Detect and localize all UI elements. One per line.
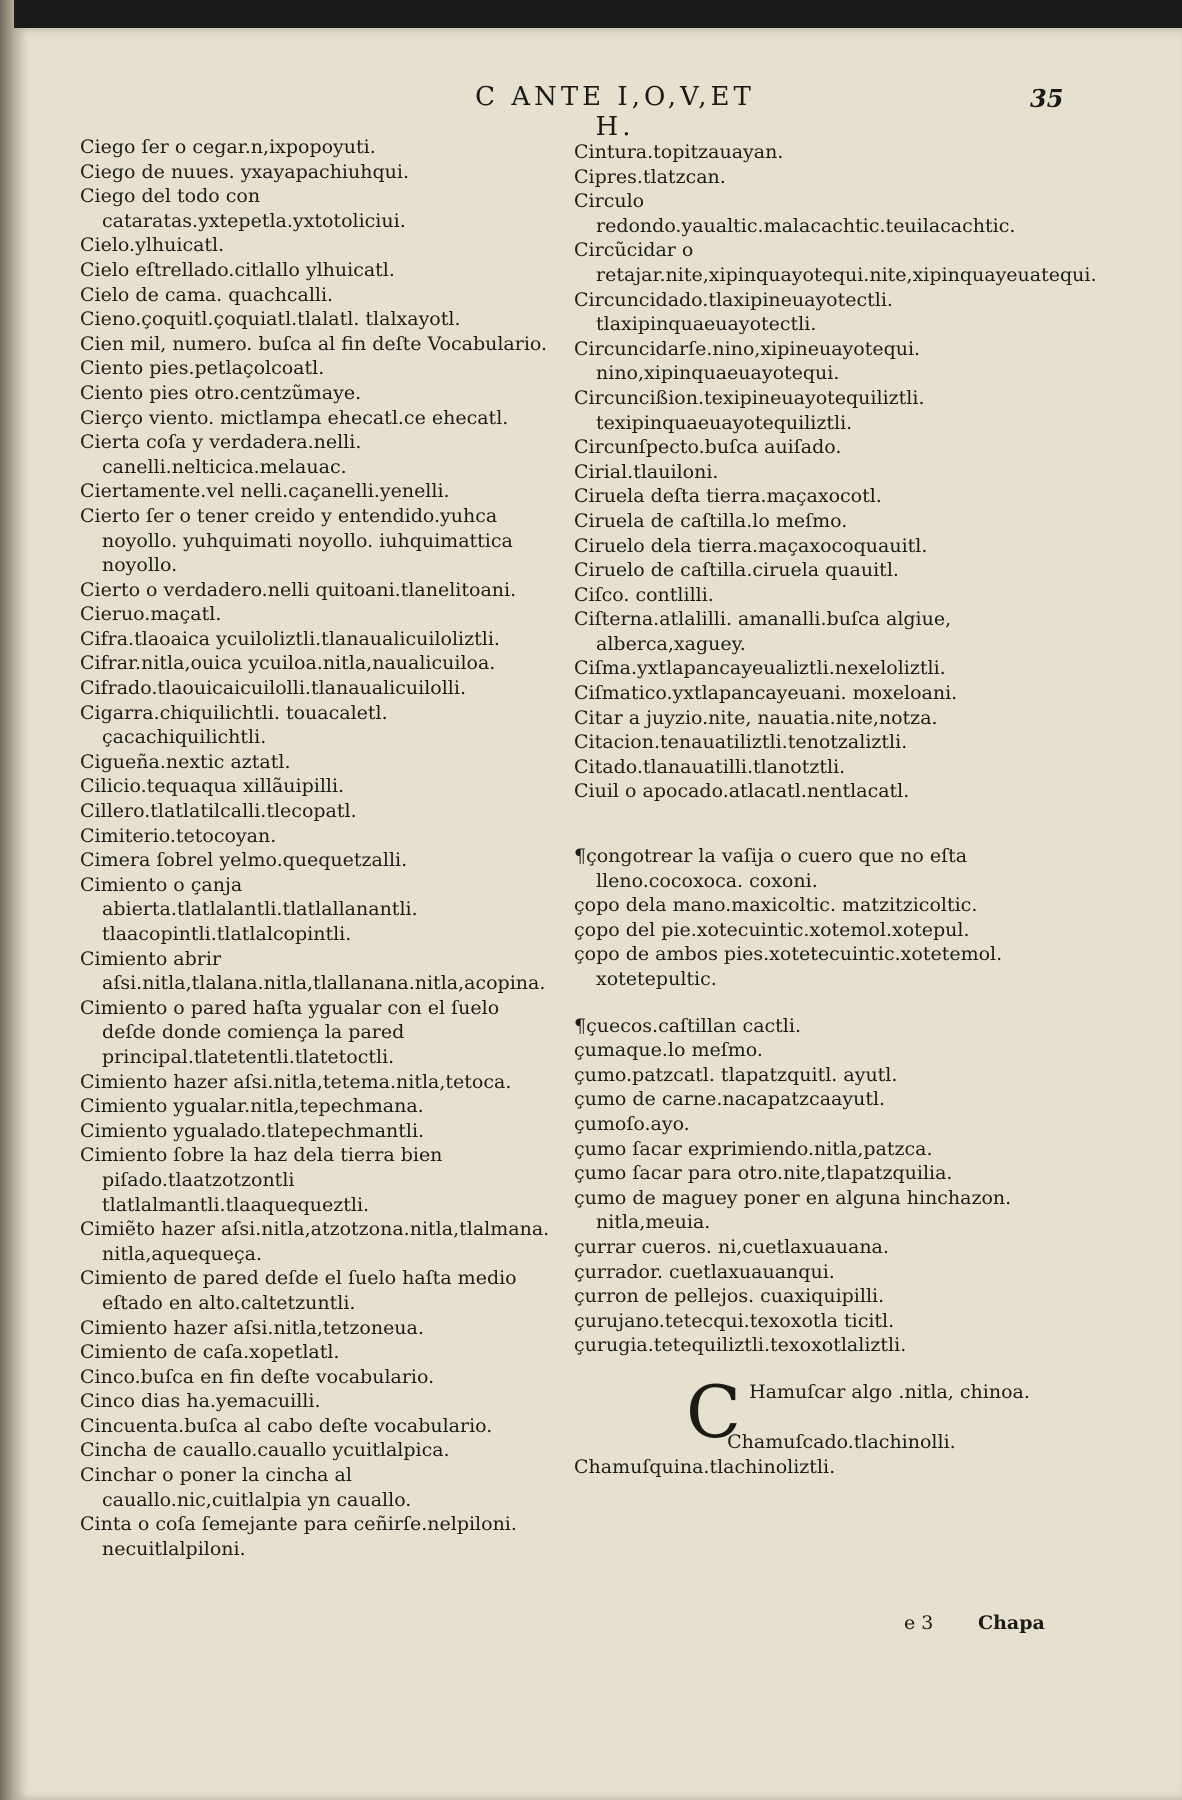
dictionary-entry: Ciſmatico.yxtlapancayeuani. moxeloani. [574, 682, 958, 705]
left-column [80, 135, 550, 1561]
dictionary-entry: Cimiento o çanja abierta.tlatlalantli.tlatlallanantli. tlaacopintli.tlatlalcopintli. [80, 873, 418, 945]
dictionary-entry: Cierta coſa y verdadera.nelli. canelli.nelticica.melauac. [80, 431, 362, 478]
dictionary-entry: Citar a juyzio.nite, nauatia.nite,notza. [574, 706, 938, 729]
dictionary-entry: Ciego de nuues. yxayapachiuhqui. [80, 160, 410, 183]
dictionary-entry: Cilicio.tequaqua xillãuipilli. [80, 775, 345, 798]
dictionary-entry: Cincuenta.buſca al cabo deſte vocabulario. [80, 1414, 493, 1437]
dictionary-entry: Ciruela de caſtilla.lo meſmo. [574, 509, 848, 532]
dictionary-entry: Circuncidarſe.nino,xipineuayotequi. nino,xipinquaeuayotequi. [574, 337, 921, 385]
dictionary-entry: Chamuſcado.tlachinolli. [727, 1430, 956, 1453]
section-gap [574, 992, 1052, 1014]
dictionary-entry: çurrar cueros. ni,cuetlaxuauana. [574, 1235, 889, 1258]
dictionary-entry: Cien mil, numero. buſca al fin deſte Vocabulario. [80, 332, 548, 355]
dictionary-entry: Citacion.tenauatiliztli.tenotzaliztli. [574, 731, 908, 754]
dictionary-entry: Ciſma.yxtlapancayeualiztli.nexeloliztli. [574, 657, 946, 680]
book-gutter-edge [0, 0, 14, 1800]
right-column [574, 140, 1097, 1479]
dictionary-entry: Cierto ſer o tener creido y entendido.yuhca noyollo. yuhquimati noyollo. iuhquimattica noyollo. [80, 504, 513, 577]
dictionary-entry: Circulo redondo.yaualtic.malacachtic.teuilacachtic. [574, 190, 1016, 237]
dictionary-entry: Cifrado.tlaouicaicuilolli.tlanaualicuilolli. [80, 677, 467, 700]
dictionary-entry: Ciruela deſta tierra.maçaxocotl. [574, 485, 882, 508]
dictionary-entry: Cinta o coſa ſemejante para ceñirſe.nelpiloni. necuitlalpiloni. [80, 1513, 517, 1560]
dictionary-entry: Hamuſcar algo .nitla, chinoa. [749, 1380, 1030, 1403]
dictionary-entry: çumaque.lo meſmo. [574, 1039, 763, 1062]
dictionary-entry: Cimiento ygualado.tlatepechmantli. [80, 1119, 425, 1142]
dictionary-entry: çumo de maguey poner en alguna hinchazon. nitla,meuia. [574, 1186, 1012, 1234]
dictionary-entry: Ciſterna.atlalilli. amanalli.buſca algiue, alberca,xaguey. [574, 608, 952, 655]
dictionary-entry: Cinco dias ha.yemacuilli. [80, 1390, 321, 1413]
dictionary-entry: Cillero.tlatlatilcalli.tlecopatl. [80, 800, 357, 823]
dictionary-entry: ¶çongotrear la vaſija o cuero que no eſta lleno.cocoxoca. coxoni. [574, 845, 968, 892]
section-gap [574, 804, 1052, 844]
signature-mark: e 3 [904, 1612, 934, 1634]
dictionary-entry: Circuncißion.texipineuayotequiliztli. texipinquaeuayotequiliztli. [574, 386, 925, 434]
dictionary-entry: Cimiento o pared haſta ygualar con el ſuelo deſde donde comiença la pared principal.tlatetentli.tlatetoctli. [80, 996, 500, 1068]
running-head: C ANTE I,O,V,ET H. [475, 82, 755, 142]
dictionary-entry: çumo ſacar exprimiendo.nitla,patzca. [574, 1137, 933, 1160]
dictionary-entry: Ciertamente.vel nelli.caçanelli.yenelli. [80, 480, 450, 503]
dictionary-entry: Ciego ſer o cegar.n,ixpopoyuti. [80, 136, 376, 158]
dictionary-entry: Cifrar.nitla,ouica ycuiloa.nitla,naualicuiloa. [80, 652, 496, 675]
dictionary-entry: Chamuſquina.tlachinoliztli. [574, 1455, 836, 1478]
decorated-initial: C [686, 1369, 742, 1454]
right-column-co-entries [574, 844, 1052, 992]
dictionary-entry: Cigarra.chiquilichtli. touacaletl. çacachiquilichtli. [80, 701, 388, 749]
dictionary-entry: çurujano.tetecqui.texoxotla ticitl. [574, 1309, 895, 1332]
dictionary-entry: Cirial.tlauiloni. [574, 460, 719, 483]
dictionary-entry: Cimiento hazer aſsi.nitla,tetema.nitla,tetoca. [80, 1070, 512, 1093]
dictionary-entry: Cielo de cama. quachcalli. [80, 283, 334, 306]
dictionary-entry: çumo ſacar para otro.nite,tlapatzquilia. [574, 1162, 953, 1185]
dictionary-entry: Ciruelo dela tierra.maçaxocoquauitl. [574, 534, 928, 557]
dictionary-entry: Cimera ſobrel yelmo.quequetzalli. [80, 849, 408, 872]
dictionary-entry: Citado.tlanauatilli.tlanotztli. [574, 755, 846, 778]
page-number: 35 [1030, 84, 1064, 113]
right-column-ci-entries [574, 140, 1097, 804]
dictionary-entry: Cimiterio.tetocoyan. [80, 824, 277, 847]
dictionary-entry: Circunſpecto.buſca auiſado. [574, 436, 842, 459]
dictionary-entry: çurron de pellejos. cuaxiquipilli. [574, 1285, 885, 1308]
dictionary-entry: Ciego del todo con cataratas.yxtepetla.yxtotoliciui. [80, 185, 406, 232]
dictionary-entry: Cimiento hazer aſsi.nitla,tetzoneua. [80, 1316, 424, 1339]
dictionary-entry: Cimiento ſobre la haz dela tierra bien piſado.tlaatzotzontli tlatlalmantli.tlaaquequeztli. [80, 1144, 443, 1216]
dictionary-entry: Cipres.tlatzcan. [574, 165, 726, 188]
dictionary-entry: çopo de ambos pies.xotetecuintic.xotetemol. xotetepultic. [574, 943, 1003, 990]
dictionary-entry: Cimiento abrir aſsi.nitla,tlalana.nitla,tlallanana.nitla,acopina. [80, 947, 546, 995]
dictionary-entry: ¶çuecos.caſtillan cactli. [574, 1014, 801, 1037]
dictionary-entry: çopo dela mano.maxicoltic. matzitzicoltic. [574, 894, 978, 917]
dictionary-entry: Cimiento ygualar.nitla,tepechmana. [80, 1095, 424, 1118]
dictionary-entry: Cinco.buſca en fin deſte vocabulario. [80, 1365, 435, 1388]
dictionary-entry: çumo de carne.nacapatzcaayutl. [574, 1088, 886, 1111]
dictionary-entry: Cimiẽto hazer aſsi.nitla,atzotzona.nitla,tlalmana. nitla,aquequeça. [80, 1218, 550, 1265]
dictionary-entry: Cielo eſtrellado.citlallo ylhuicatl. [80, 258, 395, 281]
dictionary-entry: Cinchar o poner la cincha al cauallo.nic,cuitlalpia yn cauallo. [80, 1464, 412, 1511]
dictionary-entry: Cintura.topitzauayan. [574, 141, 784, 163]
dictionary-entry: Ciento pies.petlaçolcoatl. [80, 357, 325, 380]
dictionary-entry: çumoſo.ayo. [574, 1112, 690, 1135]
dictionary-entry: Cieno.çoquitl.çoquiatl.tlalatl. tlalxayotl. [80, 308, 461, 331]
dictionary-entry: Cierto o verdadero.nelli quitoani.tlanelitoani. [80, 578, 517, 601]
right-column-ch-entries [574, 1430, 1052, 1479]
dictionary-entry: çumo.patzcatl. tlapatzquitl. ayutl. [574, 1063, 898, 1086]
dictionary-entry: Ciruelo de caſtilla.ciruela quauitl. [574, 559, 899, 582]
dictionary-entry: Cielo.ylhuicatl. [80, 234, 225, 257]
dictionary-entry: çurrador. cuetlaxuauanqui. [574, 1260, 835, 1283]
dictionary-entry: Circũcidar o retajar.nite,xipinquayotequi.nite,xipinquayeuatequi. [574, 239, 1097, 286]
dictionary-entry: Ciento pies otro.centzũmaye. [80, 381, 362, 404]
dictionary-entry: Ciſco. contlilli. [574, 583, 714, 606]
dictionary-entry: çopo del pie.xotecuintic.xotemol.xotepul. [574, 918, 970, 941]
catchword: Chapa [978, 1612, 1045, 1634]
dictionary-entry: Cigueña.nextic aztatl. [80, 750, 291, 773]
dictionary-entry: Circuncidado.tlaxipineuayotectli. tlaxipinquaeuayotectli. [574, 288, 893, 336]
dictionary-entry: Cifra.tlaoaica ycuiloliztli.tlanaualicuiloliztli. [80, 627, 500, 650]
dictionary-entry: Ciuil o apocado.atlacatl.nentlacatl. [574, 780, 910, 803]
dictionary-entry: Cierço viento. mictlampa ehecatl.ce ehecatl. [80, 406, 509, 429]
dictionary-entry: Cimiento de pared deſde el ſuelo haſta medio eſtado en alto.caltetzuntli. [80, 1267, 517, 1314]
right-column-cu-entries [574, 1014, 1052, 1358]
dictionary-entry: Cimiento de caſa.xopetlatl. [80, 1341, 340, 1364]
dictionary-entry: Cieruo.maçatl. [80, 603, 222, 626]
dictionary-entry: çurugia.tetequiliztli.texoxotlaliztli. [574, 1334, 907, 1357]
dictionary-entry: Cincha de cauallo.cauallo ycuitlalpica. [80, 1439, 450, 1462]
